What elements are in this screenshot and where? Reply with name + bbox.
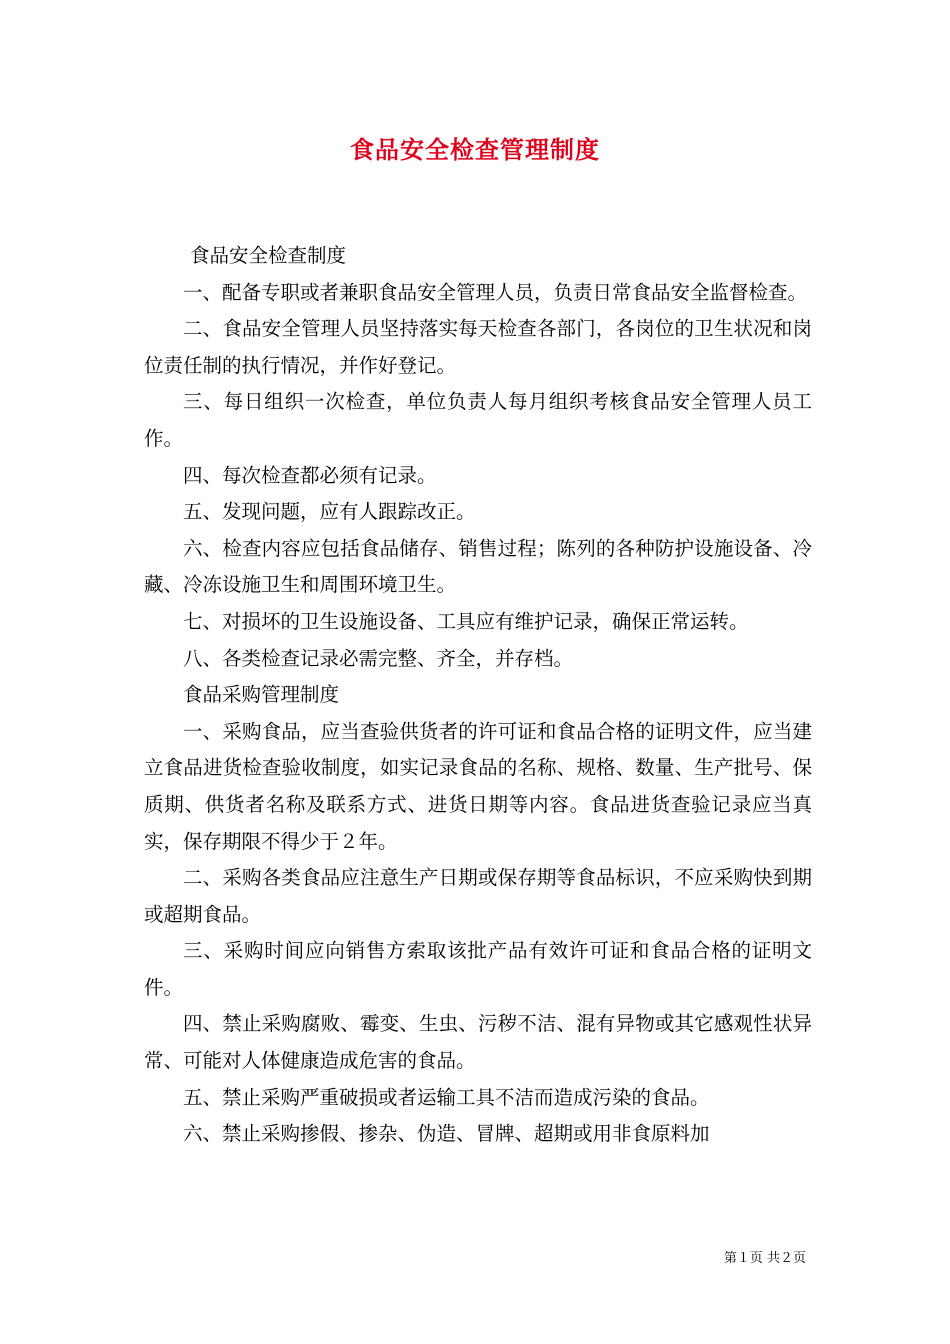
page-number: 第１页 共２页 bbox=[723, 1251, 806, 1266]
paragraph: 三、采购时间应向销售方索取该批产品有效许可证和食品合格的证明文件。 bbox=[144, 939, 812, 999]
paragraph: 二、食品安全管理人员坚持落实每天检查各部门，各岗位的卫生状况和岗位责任制的执行情况，并作好登记。 bbox=[144, 317, 812, 377]
paragraph: 六、检查内容应包括食品储存、销售过程；陈列的各种防护设施设备、冷藏、冷冻设施卫生和周围环境卫生。 bbox=[144, 536, 812, 597]
paragraph: 一、采购食品，应当查验供货者的许可证和食品合格的证明文件，应当建立食品进货检查验收制度，如实记录食品的名称、规格、数量、生产批号、保质期、供货者名称及联系方式、进货日期等内容。食品进货查验记录应当真实，保存期限不得少于２年。 bbox=[144, 719, 812, 853]
document-title: 食品安全检查管理制度 bbox=[350, 135, 600, 164]
section-heading-inspection: 食品安全检查制度 bbox=[190, 244, 347, 267]
paragraph: 五、禁止采购严重破损或者运输工具不洁而造成污染的食品。 bbox=[183, 1085, 710, 1109]
paragraph: 五、发现问题，应有人跟踪改正。 bbox=[183, 500, 476, 524]
paragraph: 四、禁止采购腐败、霉变、生虫、污秽不洁、混有异物或其它感观性状异常、可能对人体健康造成危害的食品。 bbox=[144, 1012, 812, 1073]
paragraph: 八、各类检查记录必需完整、齐全，并存档。 bbox=[183, 646, 574, 670]
section-heading-purchasing: 食品采购管理制度 bbox=[183, 683, 340, 707]
paragraph: 七、对损坏的卫生设施设备、工具应有维护记录，确保正常运转。 bbox=[183, 609, 749, 633]
paragraph: 六、禁止采购掺假、掺杂、伪造、冒牌、超期或用非食原料加 bbox=[183, 1122, 710, 1146]
document-body bbox=[144, 238, 812, 1153]
paragraph: 四、每次检查都必须有记录。 bbox=[183, 463, 437, 487]
paragraph: 一、配备专职或者兼职食品安全管理人员，负责日常食品安全监督检查。 bbox=[183, 280, 808, 304]
paragraph: 二、采购各类食品应注意生产日期或保存期等食品标识，不应采购快到期或超期食品。 bbox=[144, 866, 812, 926]
paragraph: 三、每日组织一次检查，单位负责人每月组织考核食品安全管理人员工作。 bbox=[144, 390, 812, 450]
